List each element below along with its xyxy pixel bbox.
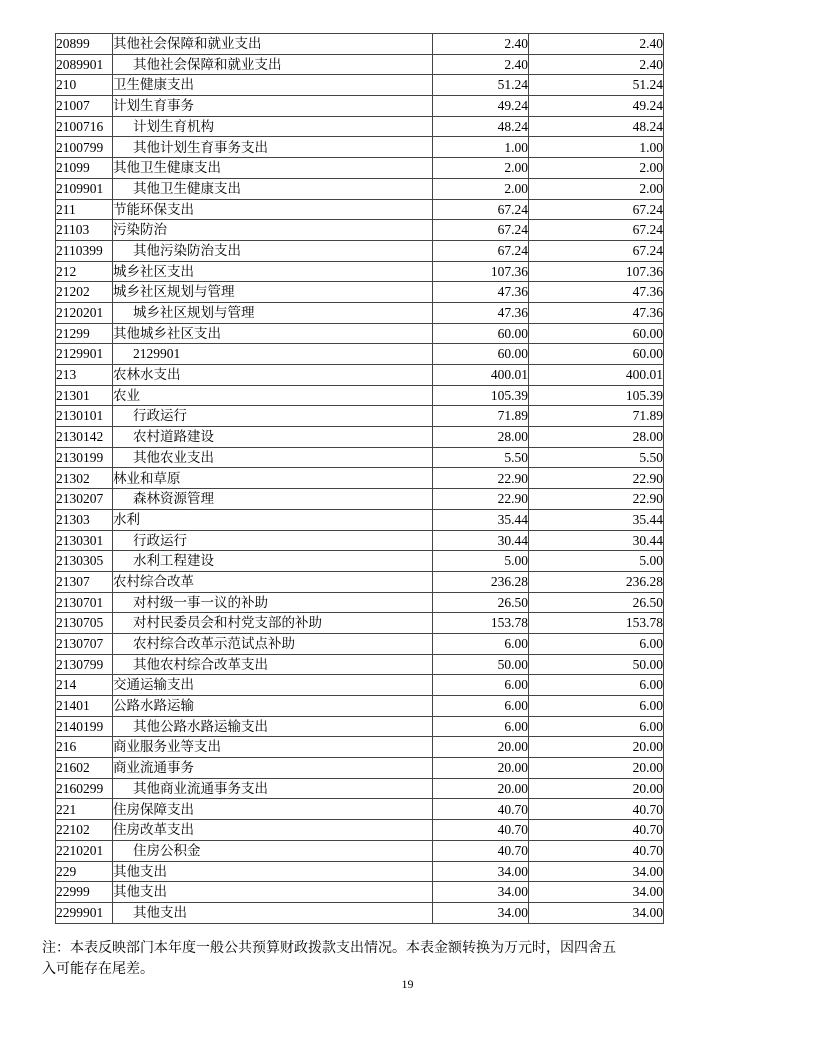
table-row: [56, 116, 664, 137]
table-row: [56, 613, 664, 634]
value2-cell: 22.90: [529, 468, 664, 489]
name-cell: 计划生育事务: [113, 96, 433, 117]
value1-cell: 49.24: [433, 96, 529, 117]
table-row: [56, 75, 664, 96]
name-cell: 其他支出: [113, 861, 433, 882]
value1-cell: 67.24: [433, 220, 529, 241]
name-cell: 森林资源管理: [113, 489, 433, 510]
table-row: [56, 468, 664, 489]
table-row: [56, 137, 664, 158]
name-cell: 农村道路建设: [113, 427, 433, 448]
value1-cell: 400.01: [433, 365, 529, 386]
code-cell: 214: [56, 675, 113, 696]
value2-cell: 5.50: [529, 447, 664, 468]
code-cell: 21401: [56, 696, 113, 717]
table-row: [56, 96, 664, 117]
value2-cell: 5.00: [529, 551, 664, 572]
value2-cell: 6.00: [529, 716, 664, 737]
code-cell: 21007: [56, 96, 113, 117]
value1-cell: 30.44: [433, 530, 529, 551]
name-cell: 商业服务业等支出: [113, 737, 433, 758]
footnote-line-1: 注：本表反映部门本年度一般公共预算财政拨款支出情况。本表金额转换为万元时，因四舍五: [42, 941, 616, 956]
value2-cell: 67.24: [529, 199, 664, 220]
value2-cell: 48.24: [529, 116, 664, 137]
value2-cell: 107.36: [529, 261, 664, 282]
footnote-line-2: 入可能存在尾差。: [42, 962, 154, 977]
code-cell: 2100799: [56, 137, 113, 158]
value1-cell: 50.00: [433, 654, 529, 675]
code-cell: 2110399: [56, 240, 113, 261]
value2-cell: 2.00: [529, 158, 664, 179]
value1-cell: 60.00: [433, 323, 529, 344]
table-row: [56, 178, 664, 199]
value1-cell: 71.89: [433, 406, 529, 427]
table-row: [56, 54, 664, 75]
code-cell: 221: [56, 799, 113, 820]
name-cell: 其他社会保障和就业支出: [113, 34, 433, 55]
code-cell: 21302: [56, 468, 113, 489]
code-cell: 2130207: [56, 489, 113, 510]
value1-cell: 40.70: [433, 840, 529, 861]
value1-cell: 107.36: [433, 261, 529, 282]
code-cell: 2100716: [56, 116, 113, 137]
name-cell: 行政运行: [113, 406, 433, 427]
table-row: [56, 427, 664, 448]
value1-cell: 22.90: [433, 489, 529, 510]
code-cell: 2299901: [56, 902, 113, 923]
table-row: [56, 696, 664, 717]
name-cell: 其他计划生育事务支出: [113, 137, 433, 158]
value1-cell: 6.00: [433, 716, 529, 737]
table-row: [56, 282, 664, 303]
table-row: [56, 799, 664, 820]
table-row: [56, 716, 664, 737]
name-cell: 城乡社区规划与管理: [113, 282, 433, 303]
value1-cell: 1.00: [433, 137, 529, 158]
value1-cell: 40.70: [433, 820, 529, 841]
value1-cell: 47.36: [433, 302, 529, 323]
value2-cell: 40.70: [529, 799, 664, 820]
value2-cell: 71.89: [529, 406, 664, 427]
value1-cell: 48.24: [433, 116, 529, 137]
value2-cell: 35.44: [529, 509, 664, 530]
value2-cell: 49.24: [529, 96, 664, 117]
value1-cell: 26.50: [433, 592, 529, 613]
name-cell: 对村级一事一议的补助: [113, 592, 433, 613]
code-cell: 21202: [56, 282, 113, 303]
name-cell: 农业: [113, 385, 433, 406]
code-cell: 2130707: [56, 633, 113, 654]
code-cell: 2130305: [56, 551, 113, 572]
value2-cell: 30.44: [529, 530, 664, 551]
code-cell: 22999: [56, 882, 113, 903]
value2-cell: 6.00: [529, 696, 664, 717]
name-cell: 其他卫生健康支出: [113, 158, 433, 179]
code-cell: 211: [56, 199, 113, 220]
value2-cell: 28.00: [529, 427, 664, 448]
name-cell: 其他卫生健康支出: [113, 178, 433, 199]
table-row: [56, 509, 664, 530]
code-cell: 2129901: [56, 344, 113, 365]
name-cell: 行政运行: [113, 530, 433, 551]
table-row: [56, 199, 664, 220]
table-row: [56, 633, 664, 654]
code-cell: 229: [56, 861, 113, 882]
code-cell: 2130199: [56, 447, 113, 468]
code-cell: 2130101: [56, 406, 113, 427]
value2-cell: 1.00: [529, 137, 664, 158]
code-cell: 22102: [56, 820, 113, 841]
code-cell: 2140199: [56, 716, 113, 737]
value1-cell: 51.24: [433, 75, 529, 96]
name-cell: 其他污染防治支出: [113, 240, 433, 261]
table-row: [56, 654, 664, 675]
name-cell: 其他城乡社区支出: [113, 323, 433, 344]
value1-cell: 2.40: [433, 34, 529, 55]
table-body: [56, 34, 664, 924]
value1-cell: 28.00: [433, 427, 529, 448]
code-cell: 21299: [56, 323, 113, 344]
name-cell: 其他商业流通事务支出: [113, 778, 433, 799]
value2-cell: 47.36: [529, 282, 664, 303]
footnote: [42, 938, 752, 980]
code-cell: 212: [56, 261, 113, 282]
value2-cell: 6.00: [529, 633, 664, 654]
name-cell: 商业流通事务: [113, 758, 433, 779]
value2-cell: 60.00: [529, 323, 664, 344]
value1-cell: 67.24: [433, 240, 529, 261]
value2-cell: 34.00: [529, 882, 664, 903]
value2-cell: 2.00: [529, 178, 664, 199]
table-row: [56, 571, 664, 592]
code-cell: 20899: [56, 34, 113, 55]
code-cell: 21301: [56, 385, 113, 406]
name-cell: 其他支出: [113, 902, 433, 923]
table-row: [56, 882, 664, 903]
name-cell: 其他公路水路运输支出: [113, 716, 433, 737]
page-number: 19: [401, 977, 414, 991]
name-cell: 交通运输支出: [113, 675, 433, 696]
name-cell: 住房保障支出: [113, 799, 433, 820]
value2-cell: 26.50: [529, 592, 664, 613]
code-cell: 2160299: [56, 778, 113, 799]
table-row: [56, 34, 664, 55]
value1-cell: 20.00: [433, 778, 529, 799]
value1-cell: 47.36: [433, 282, 529, 303]
name-cell: 农林水支出: [113, 365, 433, 386]
value1-cell: 6.00: [433, 675, 529, 696]
value1-cell: 60.00: [433, 344, 529, 365]
budget-expenditure-table: [55, 33, 664, 924]
name-cell: 住房改革支出: [113, 820, 433, 841]
code-cell: 2130142: [56, 427, 113, 448]
value1-cell: 22.90: [433, 468, 529, 489]
table-row: [56, 385, 664, 406]
name-cell: 污染防治: [113, 220, 433, 241]
code-cell: 2130705: [56, 613, 113, 634]
table-row: [56, 344, 664, 365]
name-cell: 农村综合改革: [113, 571, 433, 592]
value2-cell: 20.00: [529, 758, 664, 779]
value2-cell: 105.39: [529, 385, 664, 406]
name-cell: 节能环保支出: [113, 199, 433, 220]
value2-cell: 22.90: [529, 489, 664, 510]
name-cell: 农村综合改革示范试点补助: [113, 633, 433, 654]
value2-cell: 153.78: [529, 613, 664, 634]
value1-cell: 6.00: [433, 633, 529, 654]
value2-cell: 34.00: [529, 902, 664, 923]
name-cell: 其他农业支出: [113, 447, 433, 468]
value1-cell: 20.00: [433, 737, 529, 758]
name-cell: 其他农村综合改革支出: [113, 654, 433, 675]
code-cell: 210: [56, 75, 113, 96]
table-row: [56, 737, 664, 758]
table-row: [56, 158, 664, 179]
value1-cell: 105.39: [433, 385, 529, 406]
value1-cell: 67.24: [433, 199, 529, 220]
value1-cell: 2.40: [433, 54, 529, 75]
value2-cell: 60.00: [529, 344, 664, 365]
table-row: [56, 530, 664, 551]
value1-cell: 35.44: [433, 509, 529, 530]
value2-cell: 51.24: [529, 75, 664, 96]
name-cell: 其他支出: [113, 882, 433, 903]
table-row: [56, 240, 664, 261]
code-cell: 2109901: [56, 178, 113, 199]
value1-cell: 34.00: [433, 861, 529, 882]
table-row: [56, 220, 664, 241]
value1-cell: 40.70: [433, 799, 529, 820]
value1-cell: 6.00: [433, 696, 529, 717]
table-row: [56, 489, 664, 510]
value2-cell: 6.00: [529, 675, 664, 696]
code-cell: 2210201: [56, 840, 113, 861]
name-cell: 卫生健康支出: [113, 75, 433, 96]
name-cell: 城乡社区支出: [113, 261, 433, 282]
table-row: [56, 778, 664, 799]
value1-cell: 236.28: [433, 571, 529, 592]
value2-cell: 67.24: [529, 240, 664, 261]
code-cell: 21303: [56, 509, 113, 530]
code-cell: 2130701: [56, 592, 113, 613]
name-cell: 住房公积金: [113, 840, 433, 861]
value2-cell: 20.00: [529, 737, 664, 758]
value2-cell: 20.00: [529, 778, 664, 799]
code-cell: 2120201: [56, 302, 113, 323]
name-cell: 林业和草原: [113, 468, 433, 489]
value2-cell: 236.28: [529, 571, 664, 592]
table-row: [56, 820, 664, 841]
table-row: [56, 861, 664, 882]
name-cell: 计划生育机构: [113, 116, 433, 137]
value1-cell: 20.00: [433, 758, 529, 779]
name-cell: 公路水路运输: [113, 696, 433, 717]
table-row: [56, 551, 664, 572]
value2-cell: 50.00: [529, 654, 664, 675]
value1-cell: 5.50: [433, 447, 529, 468]
table-row: [56, 758, 664, 779]
table-row: [56, 365, 664, 386]
table-row: [56, 302, 664, 323]
value2-cell: 67.24: [529, 220, 664, 241]
code-cell: 21103: [56, 220, 113, 241]
code-cell: 21099: [56, 158, 113, 179]
table-row: [56, 447, 664, 468]
table-row: [56, 840, 664, 861]
name-cell: 2129901: [113, 344, 433, 365]
value2-cell: 2.40: [529, 34, 664, 55]
value1-cell: 153.78: [433, 613, 529, 634]
value2-cell: 400.01: [529, 365, 664, 386]
value1-cell: 2.00: [433, 158, 529, 179]
code-cell: 2130799: [56, 654, 113, 675]
value1-cell: 34.00: [433, 902, 529, 923]
value2-cell: 2.40: [529, 54, 664, 75]
name-cell: 水利: [113, 509, 433, 530]
table-row: [56, 675, 664, 696]
value2-cell: 34.00: [529, 861, 664, 882]
value1-cell: 5.00: [433, 551, 529, 572]
code-cell: 216: [56, 737, 113, 758]
code-cell: 2130301: [56, 530, 113, 551]
name-cell: 其他社会保障和就业支出: [113, 54, 433, 75]
value1-cell: 2.00: [433, 178, 529, 199]
code-cell: 2089901: [56, 54, 113, 75]
table-row: [56, 592, 664, 613]
name-cell: 城乡社区规划与管理: [113, 302, 433, 323]
table-row: [56, 902, 664, 923]
code-cell: 21602: [56, 758, 113, 779]
value2-cell: 47.36: [529, 302, 664, 323]
value2-cell: 40.70: [529, 820, 664, 841]
code-cell: 213: [56, 365, 113, 386]
name-cell: 对村民委员会和村党支部的补助: [113, 613, 433, 634]
table-row: [56, 323, 664, 344]
name-cell: 水利工程建设: [113, 551, 433, 572]
table-row: [56, 261, 664, 282]
table-row: [56, 406, 664, 427]
code-cell: 21307: [56, 571, 113, 592]
value1-cell: 34.00: [433, 882, 529, 903]
value2-cell: 40.70: [529, 840, 664, 861]
